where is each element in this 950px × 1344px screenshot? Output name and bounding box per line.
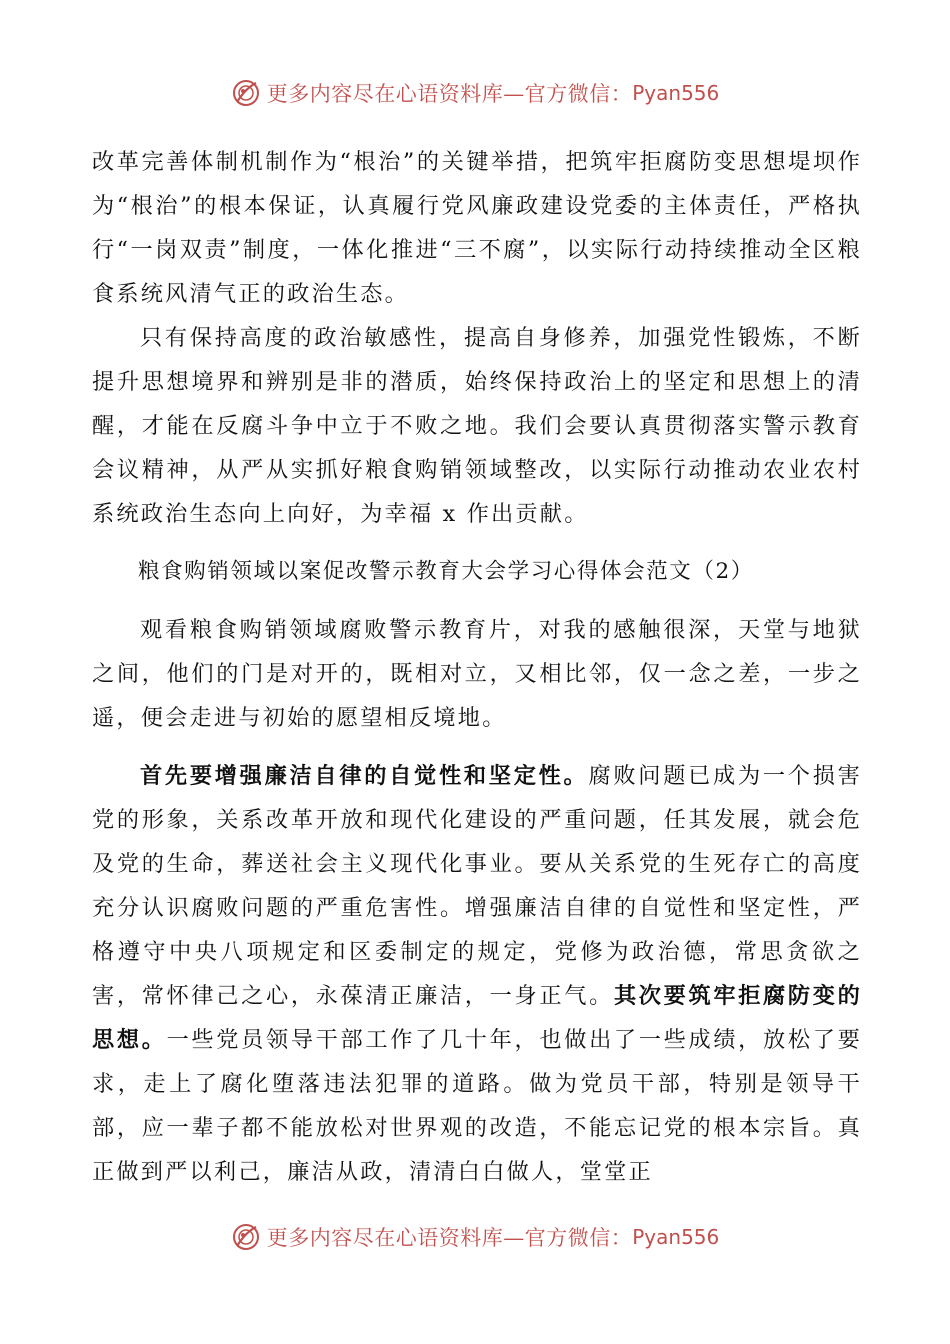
logo-icon: [231, 1222, 261, 1252]
paragraph-4-text-2: 一些党员领导干部工作了几十年，也做出了一些成绩，放松了要求，走上了腐化堕落违法犯罪的道路。做为党员干部，特别是领导干部，应一辈子都不能放松对世界观的改造，不能忘记党的根本宗旨。真正做到严以利己，廉洁从政，清清白白做人，堂堂正: [92, 1027, 862, 1185]
paragraph-4-text-1: 腐败问题已成为一个损害党的形象，关系改革开放和现代化建设的严重问题，任其发展，就会危及党的生命，葬送社会主义现代化事业。要从关系党的生死存亡的高度充分认识腐败问题的严重危害性。增强廉洁自律的自觉性和坚定性，严格遵守中央八项规定和区委制定的规定，党修为政治德，常思贪欲之害，常怀律己之心，永葆清正廉洁，一身正气。: [92, 763, 862, 1009]
paragraph-4: [92, 754, 862, 1194]
spacer: [92, 740, 862, 754]
paragraph-3: 观看粮食购销领域腐败警示教育片，对我的感触很深，天堂与地狱之间，他们的门是对开的，既相对立，又相比邻，仅一念之差，一步之遥，便会走进与初始的愿望相反境地。: [92, 617, 862, 731]
spacer: [92, 594, 862, 608]
banner-wechat-id: Pyan556: [632, 1225, 720, 1249]
banner-wechat-id: Pyan556: [632, 81, 720, 105]
document-body: [92, 140, 862, 1194]
footer-banner: [0, 1217, 950, 1257]
bold-lead-2: 其次要筑牢拒腐防变的思想。: [92, 983, 863, 1053]
paragraph-2: 只有保持高度的政治敏感性，提高自身修养，加强党性锻炼，不断提升思想境界和辨别是非的潜质，始终保持政治上的坚定和思想上的清醒，才能在反腐斗争中立于不败之地。我们会要认真贯彻落实警示教育会议精神，从严从实抓好粮食购销领域整改，以实际行动推动农业农村系统政治生态向上向好，为幸福 x 作出贡献。: [92, 325, 862, 527]
banner-text: 更多内容尽在心语资料库—官方微信：: [266, 82, 633, 106]
banner-text: 更多内容尽在心语资料库—官方微信：: [266, 1226, 633, 1250]
bold-lead-1: 首先要增强廉洁自律的自觉性和坚定性。: [140, 763, 589, 789]
spacer: [92, 536, 862, 550]
header-banner: [0, 73, 950, 113]
logo-icon: [231, 78, 261, 108]
section-subtitle: 粮食购销领域以案促改警示教育大会学习心得体会范文（2）: [138, 559, 754, 584]
paragraph-1: 改革完善体制机制作为“根治”的关键举措，把筑牢拒腐防变思想堤坝作为“根治”的根本保证，认真履行党风廉政建设党委的主体责任，严格执行“一岗双责”制度，一体化推进“三不腐”，以实际行动持续推动全区粮食系统风清气正的政治生态。: [92, 149, 862, 307]
